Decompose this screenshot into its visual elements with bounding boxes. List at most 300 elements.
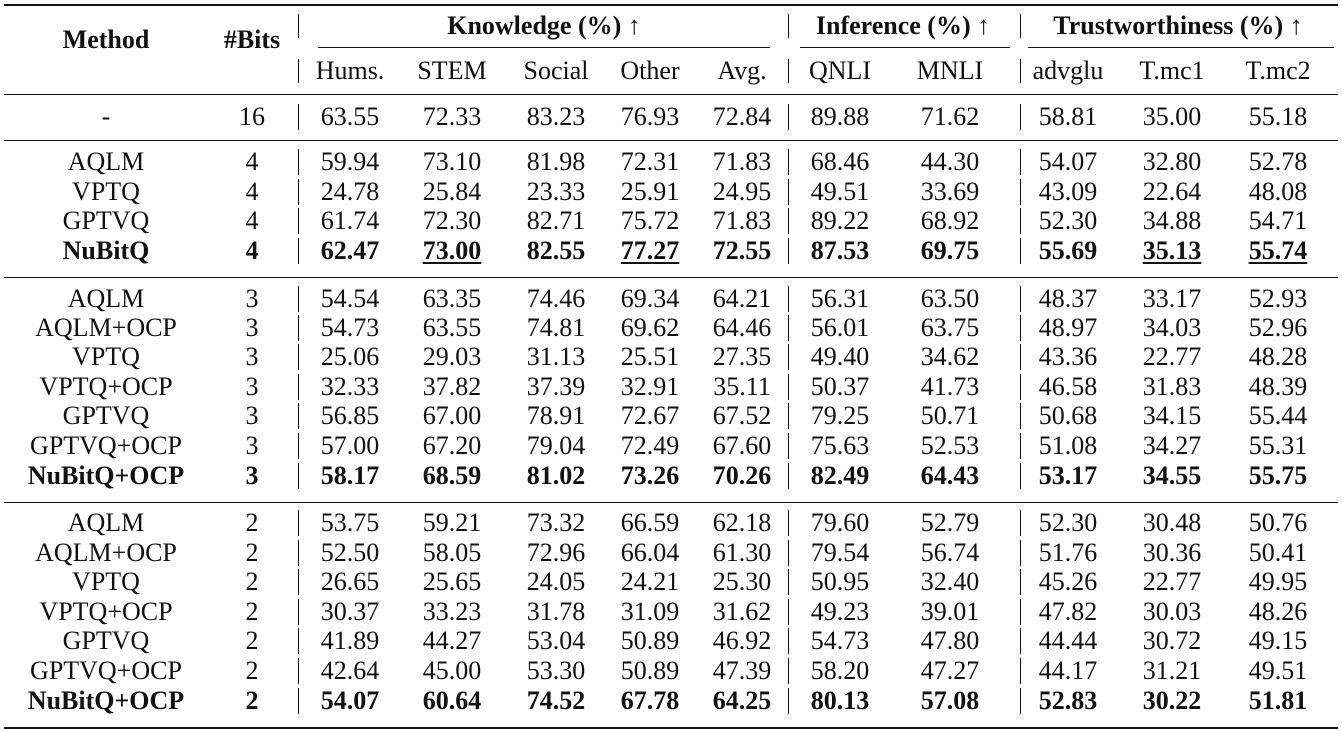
table-cell: 32.80: [1142, 147, 1202, 176]
table-cell: 67.60: [712, 431, 772, 460]
column-separator: [298, 104, 299, 130]
column-group-inference: Inference (%) ↑: [815, 11, 991, 40]
method-name: NuBitQ: [62, 236, 150, 265]
table-cell: 79.54: [810, 538, 870, 567]
column-separator: [298, 179, 299, 205]
column-separator: [1020, 433, 1021, 459]
table-cell: 80.13: [810, 686, 870, 715]
table-rule: [4, 277, 1338, 278]
table-cell: 74.81: [526, 313, 586, 342]
table-cell: 44.17: [1038, 656, 1098, 685]
table-cell: 79.04: [526, 431, 586, 460]
table-cell: 48.26: [1248, 597, 1308, 626]
method-name: NuBitQ+OCP: [27, 686, 185, 715]
table-cell: 34.55: [1142, 461, 1202, 490]
method-name: GPTVQ: [62, 626, 150, 655]
method-name: GPTVQ+OCP: [30, 431, 182, 460]
table-cell: 52.30: [1038, 508, 1098, 537]
table-cell: 50.37: [810, 372, 870, 401]
table-cell: 51.76: [1038, 538, 1098, 567]
table-cell: 61.74: [320, 206, 380, 235]
column-separator: [298, 238, 299, 264]
column-separator: [298, 599, 299, 625]
table-cell: 72.49: [620, 431, 680, 460]
column-separator: [1020, 59, 1021, 83]
table-cell: 54.54: [320, 284, 380, 313]
column-separator: [1020, 374, 1021, 400]
column-separator: [1020, 344, 1021, 370]
column-separator: [1020, 286, 1021, 312]
column-separator: [298, 208, 299, 234]
table-cell: 66.04: [620, 538, 680, 567]
column-separator: [1020, 540, 1021, 566]
column-separator: [788, 510, 789, 536]
table-cell: 54.73: [810, 626, 870, 655]
table-cell: 22.64: [1142, 177, 1202, 206]
table-cell: 67.00: [422, 401, 482, 430]
column-separator: [788, 14, 789, 38]
table-cell: 25.65: [422, 567, 482, 596]
table-cell: 58.17: [320, 461, 380, 490]
table-rule: [318, 47, 770, 48]
table-cell: 58.81: [1038, 102, 1098, 131]
table-cell: 31.83: [1142, 372, 1202, 401]
table-cell: 30.37: [320, 597, 380, 626]
table-cell: 50.95: [810, 567, 870, 596]
table-cell: 68.59: [422, 461, 482, 490]
table-cell: 30.48: [1142, 508, 1202, 537]
column-separator: [1020, 628, 1021, 654]
method-name: GPTVQ+OCP: [30, 656, 182, 685]
table-cell: 56.74: [920, 538, 980, 567]
column-separator: [788, 374, 789, 400]
column-separator: [788, 628, 789, 654]
column-header-advglu: advglu: [1032, 56, 1104, 85]
table-cell: 74.46: [526, 284, 586, 313]
table-cell: 24.05: [526, 567, 586, 596]
column-separator: [298, 315, 299, 341]
table-cell: 46.58: [1038, 372, 1098, 401]
table-cell: 33.69: [920, 177, 980, 206]
method-name: VPTQ: [72, 567, 140, 596]
table-cell: 24.21: [620, 567, 680, 596]
table-cell: 33.17: [1142, 284, 1202, 313]
table-cell: 78.91: [526, 401, 586, 430]
table-rule: [4, 140, 1338, 141]
table-cell: 44.44: [1038, 626, 1098, 655]
table-rule: [4, 4, 1338, 6]
table-rule: [800, 47, 1010, 48]
table-cell: 75.72: [620, 206, 680, 235]
table-cell: 61.30: [712, 538, 772, 567]
bits-value: 2: [245, 508, 259, 537]
table-cell: 55.74: [1248, 236, 1308, 265]
column-header-bits: #Bits: [223, 25, 281, 54]
table-cell: 89.22: [810, 206, 870, 235]
table-cell: 53.04: [526, 626, 586, 655]
table-cell: 50.71: [920, 401, 980, 430]
table-cell: 54.73: [320, 313, 380, 342]
table-cell: 37.82: [422, 372, 482, 401]
table-cell: 49.51: [810, 177, 870, 206]
table-cell: 56.85: [320, 401, 380, 430]
table-cell: 52.53: [920, 431, 980, 460]
column-separator: [298, 149, 299, 175]
table-cell: 54.07: [320, 686, 380, 715]
table-cell: 63.55: [422, 313, 482, 342]
column-header-tmc1: T.mc1: [1139, 56, 1205, 85]
table-cell: 48.28: [1248, 342, 1308, 371]
table-cell: 34.62: [920, 342, 980, 371]
column-separator: [1020, 658, 1021, 684]
table-cell: 31.21: [1142, 656, 1202, 685]
table-cell: 77.27: [620, 236, 680, 265]
bits-value: 4: [245, 177, 259, 206]
table-cell: 24.95: [712, 177, 772, 206]
column-separator: [298, 463, 299, 489]
table-cell: 25.91: [620, 177, 680, 206]
table-cell: 51.08: [1038, 431, 1098, 460]
column-separator: [1020, 463, 1021, 489]
column-separator: [1020, 149, 1021, 175]
bits-value: 4: [245, 236, 259, 265]
table-cell: 37.39: [526, 372, 586, 401]
column-header-method: Method: [62, 25, 150, 54]
table-cell: 34.15: [1142, 401, 1202, 430]
column-separator: [298, 403, 299, 429]
table-cell: 50.68: [1038, 401, 1098, 430]
table-cell: 59.94: [320, 147, 380, 176]
table-cell: 55.69: [1038, 236, 1098, 265]
table-cell: 50.89: [620, 656, 680, 685]
column-separator: [788, 569, 789, 595]
column-separator: [788, 238, 789, 264]
table-cell: 49.95: [1248, 567, 1308, 596]
column-header-tmc2: T.mc2: [1245, 56, 1311, 85]
method-name: VPTQ: [72, 342, 140, 371]
bits-value: 2: [245, 538, 259, 567]
bits-value: 3: [245, 313, 259, 342]
method-name: AQLM+OCP: [35, 313, 177, 342]
table-cell: 49.23: [810, 597, 870, 626]
column-separator: [1020, 403, 1021, 429]
column-separator: [1020, 688, 1021, 714]
table-cell: 71.62: [920, 102, 980, 131]
column-header-stem: STEM: [417, 56, 487, 85]
method-name: AQLM: [67, 147, 145, 176]
table-cell: 73.32: [526, 508, 586, 537]
column-separator: [788, 208, 789, 234]
table-cell: 52.50: [320, 538, 380, 567]
table-cell: 45.00: [422, 656, 482, 685]
table-cell: 68.46: [810, 147, 870, 176]
column-header-other: Other: [620, 56, 680, 85]
table-cell: 30.36: [1142, 538, 1202, 567]
column-separator: [1020, 208, 1021, 234]
table-cell: 67.20: [422, 431, 482, 460]
table-cell: 48.37: [1038, 284, 1098, 313]
table-cell: 53.17: [1038, 461, 1098, 490]
table-cell: 32.40: [920, 567, 980, 596]
column-separator: [298, 374, 299, 400]
column-separator: [788, 540, 789, 566]
table-cell: 48.39: [1248, 372, 1308, 401]
table-cell: 49.51: [1248, 656, 1308, 685]
table-cell: 35.11: [713, 372, 771, 401]
bits-value: 2: [245, 626, 259, 655]
table-cell: 52.93: [1248, 284, 1308, 313]
table-cell: 33.23: [422, 597, 482, 626]
table-cell: 47.80: [920, 626, 980, 655]
table-cell: 54.71: [1248, 206, 1308, 235]
table-cell: 63.75: [920, 313, 980, 342]
column-separator: [788, 315, 789, 341]
table-cell: 83.23: [526, 102, 586, 131]
bits-value: 3: [245, 372, 259, 401]
table-cell: 64.43: [920, 461, 980, 490]
table-cell: 42.64: [320, 656, 380, 685]
column-separator: [298, 433, 299, 459]
table-cell: 69.34: [620, 284, 680, 313]
table-cell: 79.60: [810, 508, 870, 537]
table-cell: 75.63: [810, 431, 870, 460]
table-cell: 66.59: [620, 508, 680, 537]
table-cell: 25.84: [422, 177, 482, 206]
table-cell: 73.00: [422, 236, 482, 265]
bits-value: 2: [245, 686, 259, 715]
table-cell: 72.84: [712, 102, 772, 131]
table-cell: 59.21: [422, 508, 482, 537]
table-cell: 57.00: [320, 431, 380, 460]
table-cell: 39.01: [920, 597, 980, 626]
column-separator: [1020, 14, 1021, 38]
table-cell: 63.55: [320, 102, 380, 131]
column-separator: [298, 14, 299, 38]
column-header-avg: Avg.: [717, 56, 767, 85]
table-cell: 63.50: [920, 284, 980, 313]
table-cell: 73.10: [422, 147, 482, 176]
column-header-qnli: QNLI: [808, 56, 872, 85]
table-cell: 30.03: [1142, 597, 1202, 626]
table-cell: 35.13: [1142, 236, 1202, 265]
bits-value: 2: [245, 656, 259, 685]
table-cell: 63.35: [422, 284, 482, 313]
table-cell: 64.46: [712, 313, 772, 342]
column-separator: [1020, 569, 1021, 595]
table-cell: 30.22: [1142, 686, 1202, 715]
table-cell: 69.75: [920, 236, 980, 265]
table-cell: 44.27: [422, 626, 482, 655]
bits-value: 4: [245, 206, 259, 235]
table-cell: 55.44: [1248, 401, 1308, 430]
column-separator: [788, 286, 789, 312]
table-cell: 53.30: [526, 656, 586, 685]
table-cell: 52.96: [1248, 313, 1308, 342]
column-separator: [1020, 238, 1021, 264]
table-cell: 55.18: [1248, 102, 1308, 131]
column-separator: [788, 433, 789, 459]
column-separator: [1020, 599, 1021, 625]
table-cell: 24.78: [320, 177, 380, 206]
column-separator: [298, 628, 299, 654]
method-name: NuBitQ+OCP: [27, 461, 185, 490]
table-cell: 52.78: [1248, 147, 1308, 176]
table-cell: 52.83: [1038, 686, 1098, 715]
table-rule: [4, 502, 1338, 503]
table-cell: 79.25: [810, 401, 870, 430]
table-rule: [4, 727, 1338, 729]
table-cell: 62.18: [712, 508, 772, 537]
bits-value: 16: [239, 102, 265, 131]
bits-value: 3: [245, 284, 259, 313]
table-cell: 34.88: [1142, 206, 1202, 235]
column-separator: [788, 463, 789, 489]
table-cell: 47.39: [712, 656, 772, 685]
table-cell: 23.33: [526, 177, 586, 206]
table-cell: 50.76: [1248, 508, 1308, 537]
bits-value: 3: [245, 401, 259, 430]
table-cell: 53.75: [320, 508, 380, 537]
table-cell: 67.52: [712, 401, 772, 430]
table-cell: 49.40: [810, 342, 870, 371]
method-name: VPTQ+OCP: [39, 372, 173, 401]
table-cell: 60.64: [422, 686, 482, 715]
table-cell: 55.75: [1248, 461, 1308, 490]
bits-value: 2: [245, 567, 259, 596]
table-cell: 44.30: [920, 147, 980, 176]
table-cell: 29.03: [422, 342, 482, 371]
table-cell: 31.78: [526, 597, 586, 626]
table-cell: 50.41: [1248, 538, 1308, 567]
table-cell: 58.20: [810, 656, 870, 685]
table-cell: 25.30: [712, 567, 772, 596]
column-separator: [788, 344, 789, 370]
column-separator: [788, 403, 789, 429]
table-cell: 72.33: [422, 102, 482, 131]
table-cell: 54.07: [1038, 147, 1098, 176]
table-cell: 87.53: [810, 236, 870, 265]
table-cell: 34.03: [1142, 313, 1202, 342]
table-cell: 82.71: [526, 206, 586, 235]
method-name: AQLM: [67, 508, 145, 537]
column-group-trustworthiness: Trustworthiness (%) ↑: [1053, 11, 1303, 40]
column-separator: [788, 149, 789, 175]
table-cell: 48.08: [1248, 177, 1308, 206]
column-header-hums: Hums.: [315, 56, 385, 85]
table-rule: [1028, 47, 1334, 48]
table-cell: 73.26: [620, 461, 680, 490]
table-cell: 71.83: [712, 206, 772, 235]
table-cell: 72.67: [620, 401, 680, 430]
table-cell: 82.49: [810, 461, 870, 490]
column-separator: [298, 688, 299, 714]
table-cell: 68.92: [920, 206, 980, 235]
table-cell: 57.08: [920, 686, 980, 715]
column-separator: [788, 688, 789, 714]
table-cell: 43.36: [1038, 342, 1098, 371]
table-cell: 41.89: [320, 626, 380, 655]
table-cell: 25.06: [320, 342, 380, 371]
column-separator: [298, 540, 299, 566]
table-cell: 32.33: [320, 372, 380, 401]
table-cell: 30.72: [1142, 626, 1202, 655]
bits-value: 2: [245, 597, 259, 626]
column-separator: [298, 344, 299, 370]
column-separator: [788, 179, 789, 205]
column-separator: [788, 59, 789, 83]
method-name: GPTVQ: [62, 206, 150, 235]
table-cell: 72.31: [620, 147, 680, 176]
method-name: VPTQ: [72, 177, 140, 206]
method-name: GPTVQ: [62, 401, 150, 430]
table-cell: 67.78: [620, 686, 680, 715]
table-cell: 32.91: [620, 372, 680, 401]
table-cell: 72.96: [526, 538, 586, 567]
table-cell: 47.27: [920, 656, 980, 685]
table-cell: 43.09: [1038, 177, 1098, 206]
table-cell: 46.92: [712, 626, 772, 655]
table-rule: [4, 94, 1338, 95]
table-cell: 35.00: [1142, 102, 1202, 131]
table-cell: 72.30: [422, 206, 482, 235]
table-cell: 74.52: [526, 686, 586, 715]
table-cell: 50.89: [620, 626, 680, 655]
column-separator: [298, 59, 299, 83]
bits-value: 3: [245, 342, 259, 371]
table-cell: 56.01: [810, 313, 870, 342]
bits-value: 4: [245, 147, 259, 176]
column-separator: [788, 658, 789, 684]
table-cell: 26.65: [320, 567, 380, 596]
table-cell: 25.51: [620, 342, 680, 371]
table-cell: 55.31: [1248, 431, 1308, 460]
table-cell: 76.93: [620, 102, 680, 131]
table-cell: 56.31: [810, 284, 870, 313]
column-separator: [788, 599, 789, 625]
method-name: AQLM: [67, 284, 145, 313]
method-name: AQLM+OCP: [35, 538, 177, 567]
column-group-knowledge: Knowledge (%) ↑: [447, 11, 641, 40]
table-cell: 81.98: [526, 147, 586, 176]
table-cell: 71.83: [712, 147, 772, 176]
column-separator: [1020, 179, 1021, 205]
table-cell: 45.26: [1038, 567, 1098, 596]
column-separator: [1020, 104, 1021, 130]
table-cell: 27.35: [712, 342, 772, 371]
table-cell: 31.13: [526, 342, 586, 371]
table-cell: 52.79: [920, 508, 980, 537]
table-cell: 49.15: [1248, 626, 1308, 655]
table-cell: 89.88: [810, 102, 870, 131]
table-cell: 64.21: [712, 284, 772, 313]
column-header-mnli: MNLI: [916, 56, 984, 85]
table-cell: 70.26: [712, 461, 772, 490]
table-cell: 34.27: [1142, 431, 1202, 460]
column-separator: [298, 286, 299, 312]
method-name: -: [101, 102, 111, 131]
column-separator: [788, 104, 789, 130]
table-cell: 69.62: [620, 313, 680, 342]
table-cell: 58.05: [422, 538, 482, 567]
method-name: VPTQ+OCP: [39, 597, 173, 626]
table-cell: 51.81: [1248, 686, 1308, 715]
table-cell: 48.97: [1038, 313, 1098, 342]
table-cell: 22.77: [1142, 567, 1202, 596]
column-separator: [298, 658, 299, 684]
table-cell: 64.25: [712, 686, 772, 715]
table-cell: 31.09: [620, 597, 680, 626]
table-cell: 22.77: [1142, 342, 1202, 371]
